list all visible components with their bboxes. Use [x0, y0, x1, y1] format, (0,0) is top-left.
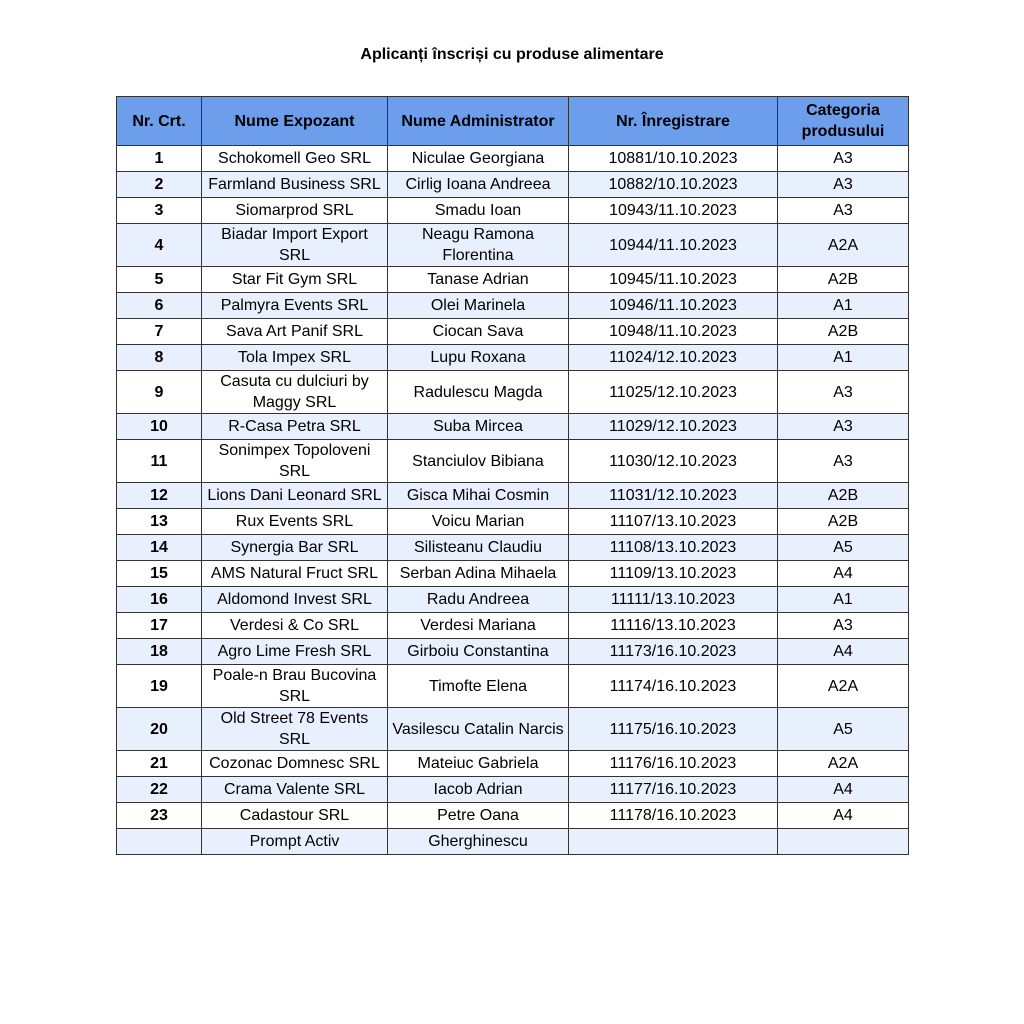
cell-nr: 14	[117, 535, 202, 561]
cell-expozant: Rux Events SRL	[202, 509, 388, 535]
cell-inregistrare: 11174/16.10.2023	[569, 665, 778, 708]
cell-nr: 12	[117, 483, 202, 509]
table-row	[117, 509, 909, 535]
cell-expozant: Palmyra Events SRL	[202, 293, 388, 319]
cell-categoria	[778, 829, 909, 855]
table-row	[117, 345, 909, 371]
table-row	[117, 198, 909, 224]
cell-nr: 10	[117, 414, 202, 440]
cell-categoria: A3	[778, 172, 909, 198]
cell-expozant: Cadastour SRL	[202, 803, 388, 829]
cell-nr: 8	[117, 345, 202, 371]
cell-expozant: Prompt Activ	[202, 829, 388, 855]
cell-expozant: Tola Impex SRL	[202, 345, 388, 371]
header-nr-crt: Nr. Crt.	[117, 97, 202, 146]
cell-categoria: A2A	[778, 751, 909, 777]
table-row	[117, 172, 909, 198]
cell-expozant: Farmland Business SRL	[202, 172, 388, 198]
cell-expozant: Poale-n Brau Bucovina SRL	[202, 665, 388, 708]
table-row	[117, 414, 909, 440]
table-row	[117, 777, 909, 803]
cell-administrator: Voicu Marian	[388, 509, 569, 535]
cell-expozant: Old Street 78 Events SRL	[202, 708, 388, 751]
cell-inregistrare: 10882/10.10.2023	[569, 172, 778, 198]
cell-administrator: Neagu Ramona Florentina	[388, 224, 569, 267]
cell-categoria: A2B	[778, 483, 909, 509]
cell-administrator: Silisteanu Claudiu	[388, 535, 569, 561]
cell-inregistrare: 11030/12.10.2023	[569, 440, 778, 483]
cell-categoria: A4	[778, 639, 909, 665]
cell-categoria: A1	[778, 587, 909, 613]
cell-administrator: Verdesi Mariana	[388, 613, 569, 639]
cell-inregistrare: 10943/11.10.2023	[569, 198, 778, 224]
cell-administrator: Ciocan Sava	[388, 319, 569, 345]
cell-inregistrare: 11178/16.10.2023	[569, 803, 778, 829]
cell-nr: 5	[117, 267, 202, 293]
table-row	[117, 224, 909, 267]
table-row	[117, 440, 909, 483]
cell-inregistrare: 11108/13.10.2023	[569, 535, 778, 561]
cell-nr: 19	[117, 665, 202, 708]
cell-inregistrare: 10881/10.10.2023	[569, 146, 778, 172]
table-row	[117, 267, 909, 293]
cell-administrator: Stanciulov Bibiana	[388, 440, 569, 483]
cell-administrator: Iacob Adrian	[388, 777, 569, 803]
cell-nr: 11	[117, 440, 202, 483]
cell-categoria: A2B	[778, 319, 909, 345]
cell-nr: 21	[117, 751, 202, 777]
table-row	[117, 665, 909, 708]
table-row	[117, 483, 909, 509]
table-row	[117, 751, 909, 777]
cell-nr: 23	[117, 803, 202, 829]
cell-expozant: Star Fit Gym SRL	[202, 267, 388, 293]
cell-nr: 6	[117, 293, 202, 319]
cell-administrator: Olei Marinela	[388, 293, 569, 319]
cell-categoria: A3	[778, 414, 909, 440]
table-row	[117, 708, 909, 751]
cell-administrator: Serban Adina Mihaela	[388, 561, 569, 587]
cell-expozant: AMS Natural Fruct SRL	[202, 561, 388, 587]
table-row	[117, 587, 909, 613]
cell-expozant: Crama Valente SRL	[202, 777, 388, 803]
cell-administrator: Lupu Roxana	[388, 345, 569, 371]
cell-nr: 1	[117, 146, 202, 172]
table-header-row	[117, 97, 909, 146]
table-row	[117, 803, 909, 829]
header-categoria: Categoria produsului	[778, 97, 909, 146]
table-row	[117, 319, 909, 345]
cell-categoria: A4	[778, 803, 909, 829]
cell-expozant: Sava Art Panif SRL	[202, 319, 388, 345]
table-row	[117, 293, 909, 319]
cell-administrator: Radu Andreea	[388, 587, 569, 613]
cell-administrator: Vasilescu Catalin Narcis	[388, 708, 569, 751]
header-nume-administrator: Nume Administrator	[388, 97, 569, 146]
cell-nr: 16	[117, 587, 202, 613]
cell-inregistrare: 11175/16.10.2023	[569, 708, 778, 751]
cell-administrator: Radulescu Magda	[388, 371, 569, 414]
cell-expozant: Schokomell Geo SRL	[202, 146, 388, 172]
cell-inregistrare: 10944/11.10.2023	[569, 224, 778, 267]
cell-inregistrare: 11025/12.10.2023	[569, 371, 778, 414]
cell-inregistrare: 10948/11.10.2023	[569, 319, 778, 345]
cell-categoria: A2A	[778, 224, 909, 267]
cell-categoria: A4	[778, 561, 909, 587]
cell-nr: 17	[117, 613, 202, 639]
cell-administrator: Mateiuc Gabriela	[388, 751, 569, 777]
cell-expozant: Biadar Import Export SRL	[202, 224, 388, 267]
cell-nr: 20	[117, 708, 202, 751]
page-title: Aplicanți înscriși cu produse alimentare	[360, 46, 664, 63]
cell-categoria: A3	[778, 371, 909, 414]
cell-expozant: Casuta cu dulciuri by Maggy SRL	[202, 371, 388, 414]
cell-expozant: R-Casa Petra SRL	[202, 414, 388, 440]
cell-inregistrare: 11173/16.10.2023	[569, 639, 778, 665]
cell-inregistrare: 11109/13.10.2023	[569, 561, 778, 587]
cell-administrator: Timofte Elena	[388, 665, 569, 708]
cell-nr: 3	[117, 198, 202, 224]
cell-expozant: Cozonac Domnesc SRL	[202, 751, 388, 777]
table-row	[117, 371, 909, 414]
cell-categoria: A3	[778, 198, 909, 224]
cell-expozant: Sonimpex Topoloveni SRL	[202, 440, 388, 483]
cell-categoria: A5	[778, 708, 909, 751]
cell-categoria: A3	[778, 613, 909, 639]
cell-administrator: Niculae Georgiana	[388, 146, 569, 172]
table-row	[117, 613, 909, 639]
cell-administrator: Gisca Mihai Cosmin	[388, 483, 569, 509]
cell-administrator: Smadu Ioan	[388, 198, 569, 224]
cell-expozant: Siomarprod SRL	[202, 198, 388, 224]
cell-administrator: Cirlig Ioana Andreea	[388, 172, 569, 198]
cell-inregistrare: 10946/11.10.2023	[569, 293, 778, 319]
table-row	[117, 639, 909, 665]
cell-nr: 22	[117, 777, 202, 803]
cell-inregistrare: 11111/13.10.2023	[569, 587, 778, 613]
cell-categoria: A3	[778, 146, 909, 172]
cell-nr: 13	[117, 509, 202, 535]
cell-categoria: A2B	[778, 509, 909, 535]
cell-administrator: Tanase Adrian	[388, 267, 569, 293]
cell-inregistrare: 11024/12.10.2023	[569, 345, 778, 371]
cell-administrator: Petre Oana	[388, 803, 569, 829]
cell-nr: 18	[117, 639, 202, 665]
cell-nr: 15	[117, 561, 202, 587]
cell-administrator: Girboiu Constantina	[388, 639, 569, 665]
cell-expozant: Verdesi & Co SRL	[202, 613, 388, 639]
table-row	[117, 829, 909, 855]
cell-inregistrare: 11029/12.10.2023	[569, 414, 778, 440]
cell-inregistrare: 11177/16.10.2023	[569, 777, 778, 803]
table-row	[117, 146, 909, 172]
cell-categoria: A1	[778, 345, 909, 371]
table-row	[117, 561, 909, 587]
cell-nr: 4	[117, 224, 202, 267]
cell-inregistrare: 11176/16.10.2023	[569, 751, 778, 777]
cell-categoria: A1	[778, 293, 909, 319]
cell-expozant: Synergia Bar SRL	[202, 535, 388, 561]
cell-administrator: Suba Mircea	[388, 414, 569, 440]
cell-administrator: Gherghinescu	[388, 829, 569, 855]
cell-nr: 9	[117, 371, 202, 414]
cell-categoria: A2A	[778, 665, 909, 708]
applicants-table	[116, 96, 909, 855]
cell-categoria: A3	[778, 440, 909, 483]
cell-expozant: Agro Lime Fresh SRL	[202, 639, 388, 665]
cell-inregistrare	[569, 829, 778, 855]
cell-inregistrare: 11107/13.10.2023	[569, 509, 778, 535]
cell-categoria: A4	[778, 777, 909, 803]
cell-categoria: A2B	[778, 267, 909, 293]
cell-categoria: A5	[778, 535, 909, 561]
header-nume-expozant: Nume Expozant	[202, 97, 388, 146]
cell-inregistrare: 10945/11.10.2023	[569, 267, 778, 293]
table-row	[117, 535, 909, 561]
cell-inregistrare: 11116/13.10.2023	[569, 613, 778, 639]
cell-nr	[117, 829, 202, 855]
cell-inregistrare: 11031/12.10.2023	[569, 483, 778, 509]
header-nr-inregistrare: Nr. Înregistrare	[569, 97, 778, 146]
cell-expozant: Aldomond Invest SRL	[202, 587, 388, 613]
cell-nr: 2	[117, 172, 202, 198]
cell-expozant: Lions Dani Leonard SRL	[202, 483, 388, 509]
cell-nr: 7	[117, 319, 202, 345]
